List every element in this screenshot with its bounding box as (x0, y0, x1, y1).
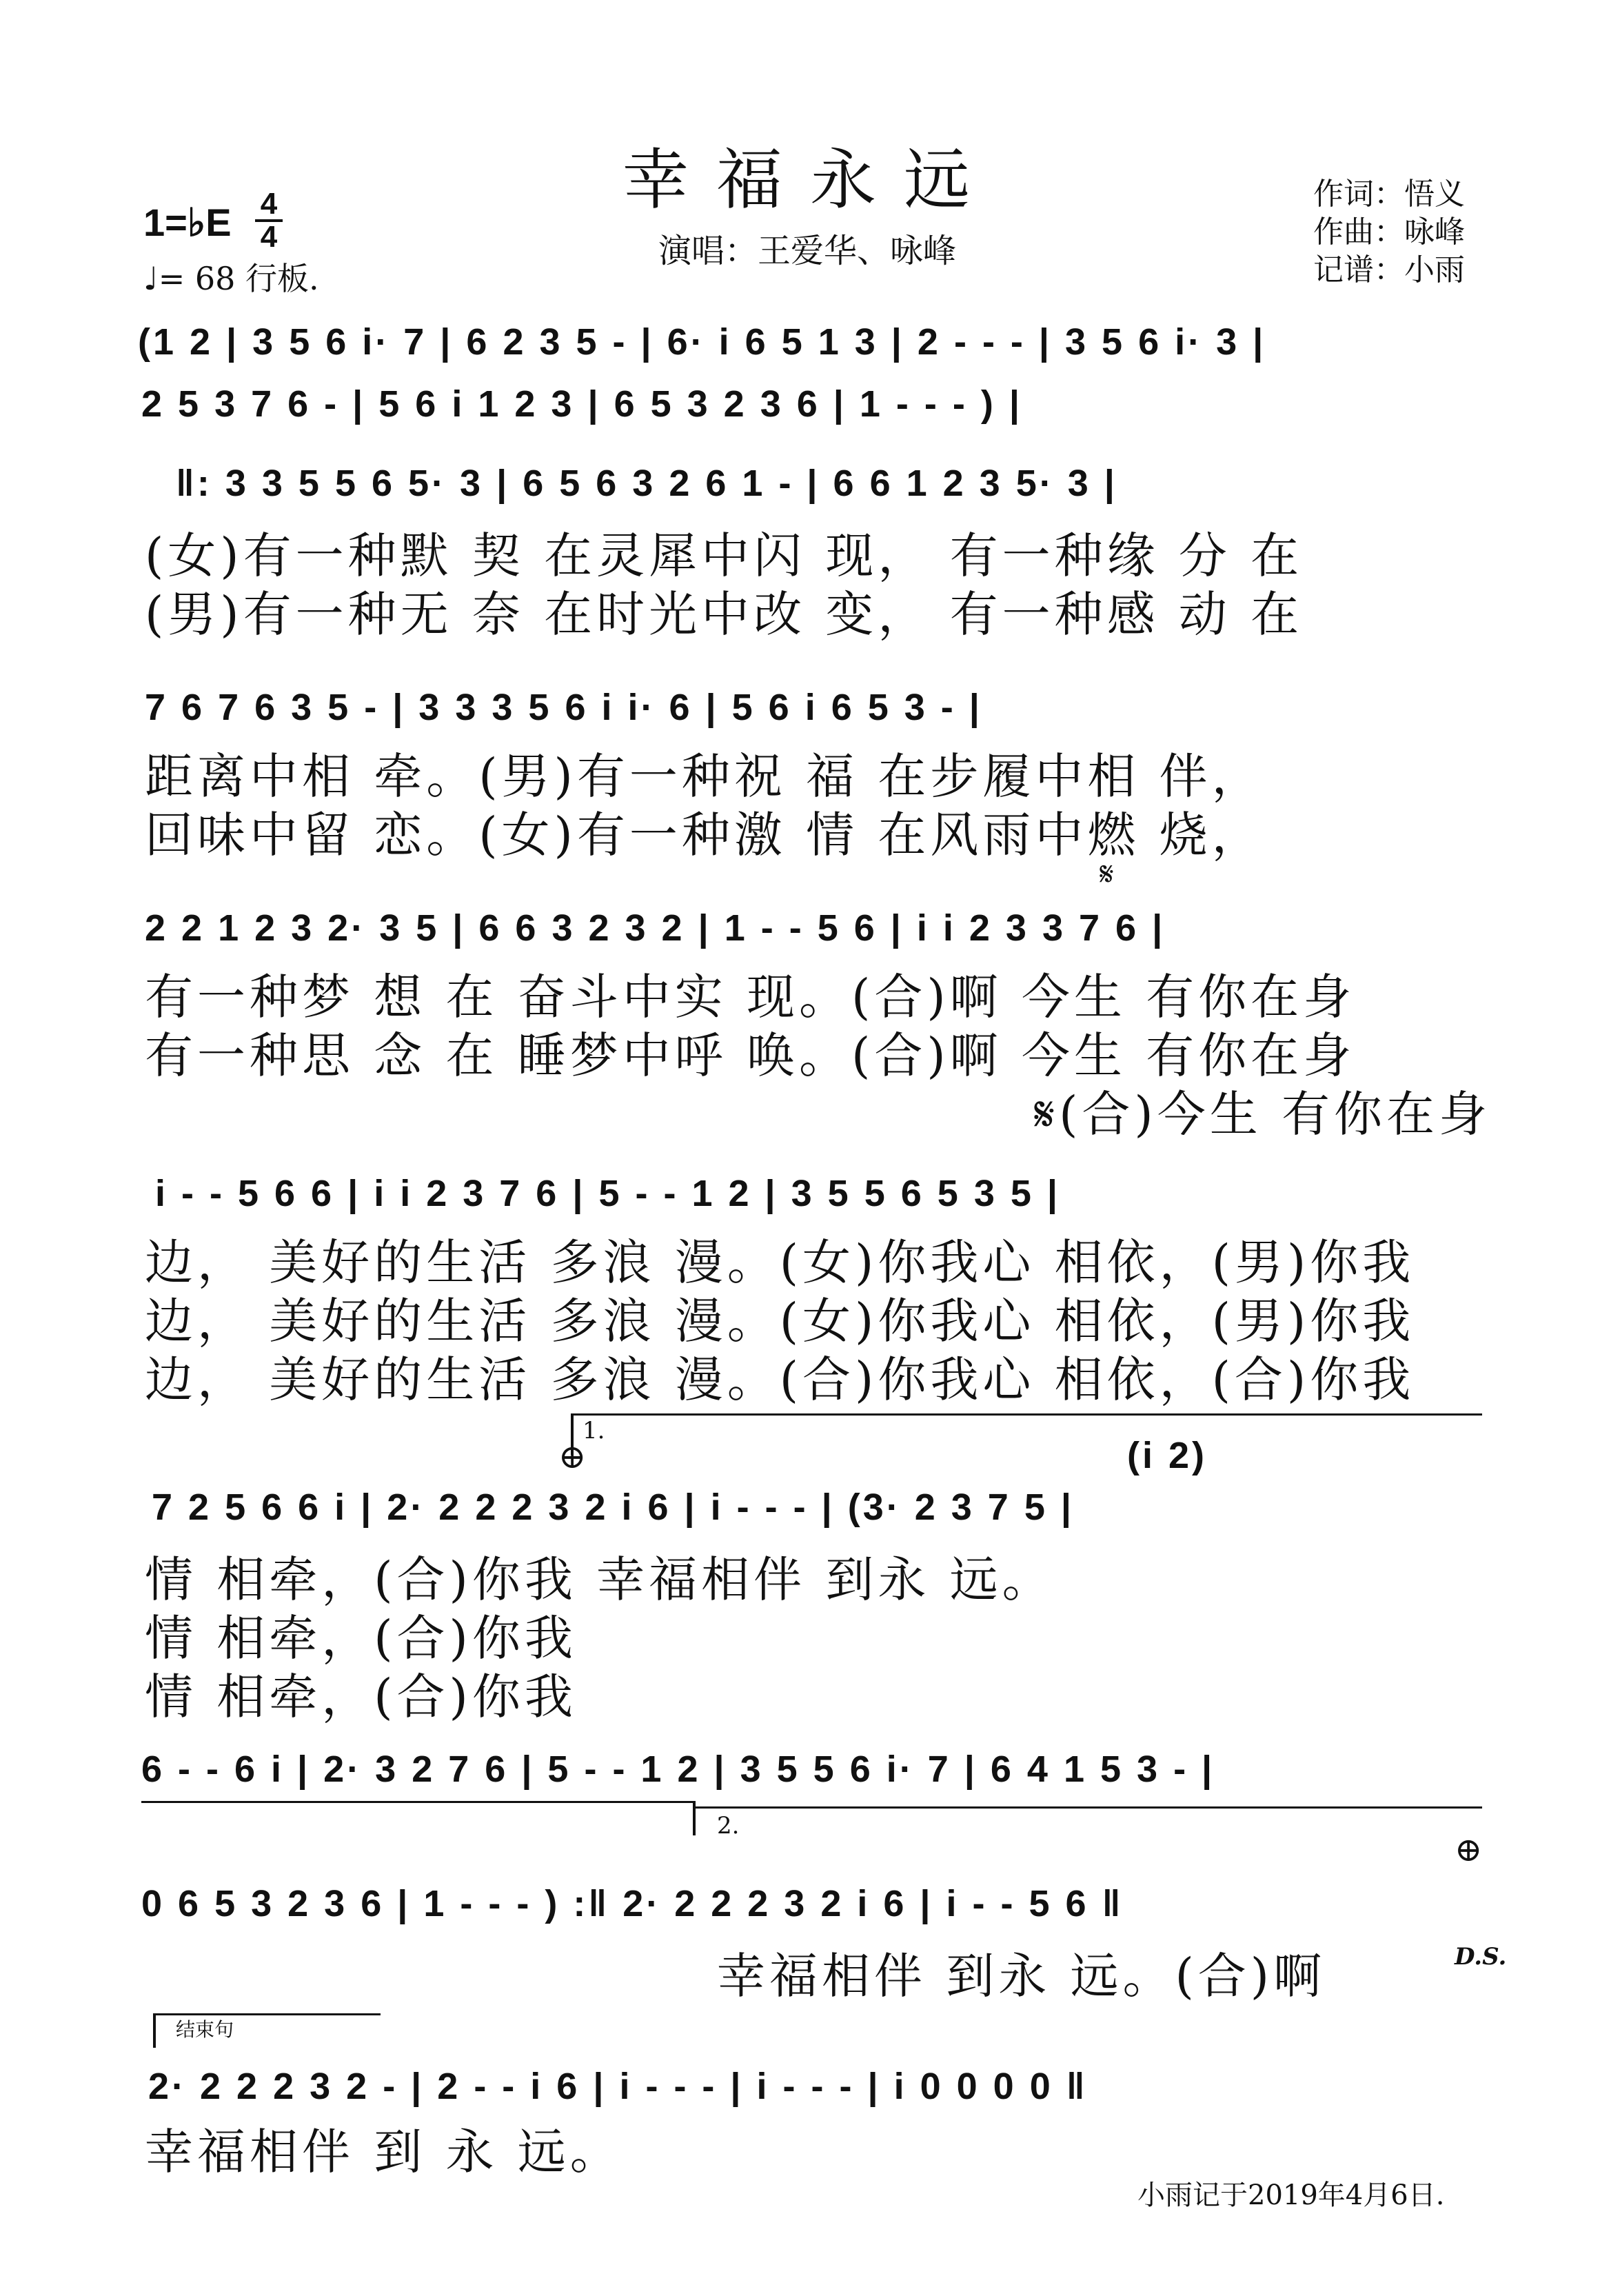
score-row-4-lyric-2: 回味中留 恋。(女)有一种激 情 在风雨中燃 烧， (145, 807, 1264, 863)
tempo-marking: ♩= 68 行板. (143, 260, 319, 297)
composer-credit: 作曲：咏峰 (1313, 214, 1465, 250)
time-sig-top: 4 (260, 187, 278, 221)
score-row-9-notes: 0 6 5 3 2 3 6 | 1 - - - ) :‖ 2· 2 2 2 3 2 i 6 | i - - 5 6 ‖ (141, 1883, 1124, 1924)
score-row-5-lyric-2: 有一种思 念 在 睡梦中呼 唤。(合)啊 今生 有你在身 (145, 1027, 1356, 1084)
time-signature (255, 187, 283, 254)
score-row-6-lyric-1: 边， 美好的生活 多浪 漫。(女)你我心 相依，(男)你我 (145, 1234, 1415, 1291)
score-row-7-lyric-1: 情 相牵，(合)你我 幸福相伴 到永 远。 (145, 1551, 1055, 1608)
ending-section-label: 结束句 (176, 2018, 234, 2041)
volta-2-label: 2. (717, 1812, 740, 1840)
score-row-4-notes: 7 6 7 6 3 5 - | 3 3 3 5 6 i i· 6 | 5 6 i 6 5 3 - | (145, 687, 982, 728)
score-row-7-notes: 7 2 5 6 6 i | 2· 2 2 2 3 2 i 6 | i - - - | (3· 2 3 7 5 | (152, 1487, 1074, 1528)
transcription-date-note: 小雨记于2019年4月6日. (1137, 2179, 1445, 2211)
score-row-3-notes: ‖: 3 3 5 5 6 5· 3 | 6 5 6 3 2 6 1 - | 6 6 1 2 3 5· 3 | (176, 463, 1117, 504)
score-row-6-notes: i - - 5 6 6 | i i 2 3 7 6 | 5 - - 1 2 | 3 5 5 6 5 3 5 | (155, 1173, 1060, 1214)
score-row-5-lyric-1: 有一种梦 想 在 奋斗中实 现。(合)啊 今生 有你在身 (145, 969, 1356, 1025)
score-row-6-lyric-2: 边， 美好的生活 多浪 漫。(女)你我心 相依，(男)你我 (145, 1293, 1415, 1349)
score-row-7-lyric-2: 情 相牵，(合)你我 (145, 1610, 577, 1666)
time-sig-bottom: 4 (260, 220, 278, 254)
ds-marking: D.S. (1455, 1943, 1507, 1971)
volta-2-bracket-top (693, 1806, 1482, 1809)
score-row-1-notes: (1 2 | 3 5 6 i· 7 | 6 2 3 5 - | 6· i 6 5 1 3 | 2 - - - | 3 5 6 i· 3 | (138, 321, 1266, 363)
coda-sign: ⊕ (558, 1438, 587, 1476)
score-row-3-lyric-1: (女)有一种默 契 在灵犀中闪 现， 有一种缘 分 在 (145, 527, 1304, 584)
score-row-5-lyric-3: 𝄋(合)今生 有你在身 (1034, 1086, 1491, 1142)
score-row-9-lyric-1: 幸福相伴 到永 远。(合)啊 (717, 1948, 1326, 2004)
page-title: 幸福永远 (622, 141, 998, 219)
score-row-7-aux: (i 2) (1127, 1435, 1208, 1476)
score-row-4-lyric-1: 距离中相 牵。(男)有一种祝 福 在步履中相 伴， (145, 748, 1264, 805)
score-row-10-lyric-1: 幸福相伴 到 永 远。 (145, 2124, 622, 2180)
coda-sign-2: ⊕ (1455, 1831, 1483, 1869)
score-row-3-lyric-2: (男)有一种无 奈 在时光中改 变， 有一种感 动 在 (145, 586, 1304, 643)
volta-1-bracket-bottom (141, 1801, 693, 1803)
volta-1-label: 1. (583, 1417, 605, 1444)
score-row-6-lyric-3: 边， 美好的生活 多浪 漫。(合)你我心 相依，(合)你我 (145, 1351, 1415, 1408)
singers-credit: 演唱：王爱华、咏峰 (658, 232, 957, 270)
score-row-5-notes: 2 2 1 2 3 2· 3 5 | 6 6 3 2 3 2 | 1 - - 5 6 | i i 2 3 3 7 6 | (145, 907, 1166, 949)
score-row-8-notes: 6 - - 6 i | 2· 3 2 7 6 | 5 - - 1 2 | 3 5 5 6 i· 7 | 6 4 1 5 3 - | (141, 1749, 1215, 1790)
transcriber-credit: 记谱：小雨 (1313, 252, 1465, 288)
score-row-2-notes: 2 5 3 7 6 - | 5 6 i 1 2 3 | 6 5 3 2 3 6 | 1 - - - ) | (141, 383, 1022, 425)
score-row-10-notes: 2· 2 2 2 3 2 - | 2 - - i 6 | i - - - | i - - - | i 0 0 0 0 ‖ (148, 2066, 1088, 2107)
ending-bracket-left (153, 2013, 156, 2048)
segno-sign: 𝄋 (1100, 855, 1114, 894)
lyricist-credit: 作词：悟义 (1313, 177, 1465, 212)
volta-1-bracket-top (571, 1413, 1482, 1416)
score-row-7-lyric-3: 情 相牵，(合)你我 (145, 1669, 577, 1725)
key-signature: 1=♭E (143, 201, 232, 244)
